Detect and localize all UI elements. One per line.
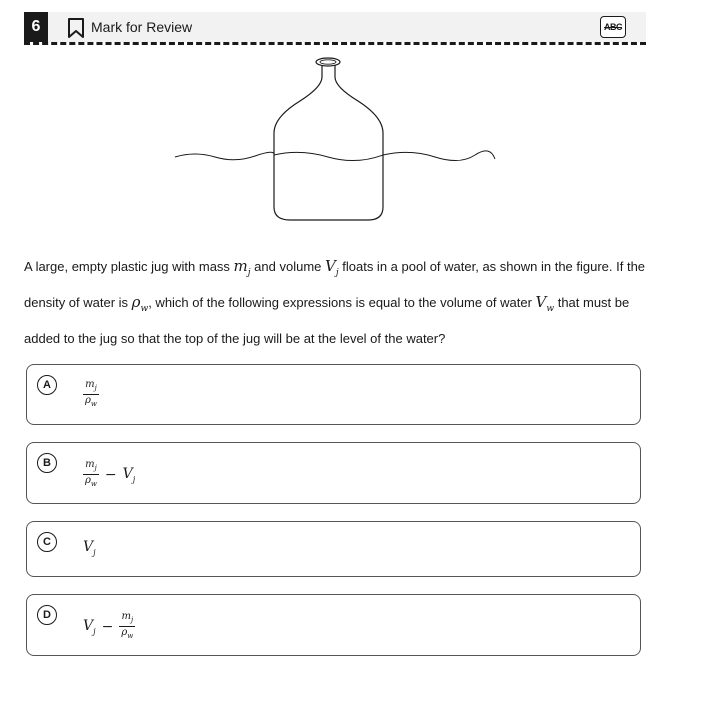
choice-b[interactable] <box>26 442 641 504</box>
jug-outline <box>274 65 383 220</box>
header-divider <box>24 42 646 45</box>
mark-for-review-button[interactable]: Mark for Review <box>91 19 193 35</box>
jug-figure <box>170 55 500 230</box>
choice-expression: $\frac{m_j}{\rho_w}$ − $V_j$ <box>85 459 136 488</box>
choice-letter: D <box>37 605 57 625</box>
choice-letter: A <box>37 375 57 395</box>
bookmark-icon[interactable] <box>66 17 86 39</box>
choice-expression: $V_j$ <box>83 539 96 557</box>
choice-letter: C <box>37 532 57 552</box>
question-header <box>24 12 646 42</box>
choice-c[interactable] <box>26 521 641 577</box>
choice-letter: B <box>37 453 57 473</box>
answer-eliminator-button[interactable] <box>600 16 626 38</box>
abc-strikethrough-icon: ABC <box>604 22 622 32</box>
question-stem: A large, empty plastic jug with mass $m_j$ and volume $V_j$ floats in a pool of water, as shown in the figure. If the density of water is $\rho_w$, which of the following expressions is equal to the volume of water $V_w$ that must be added to the jug so that the top of the jug will be at the level of the water? <box>24 257 646 346</box>
question-number: 6 <box>24 12 48 42</box>
choice-d[interactable] <box>26 594 641 656</box>
water-surface <box>175 151 495 161</box>
choice-expression: $\frac{m_j}{\rho_w}$ <box>85 379 97 408</box>
choice-expression: $V_j$ − $\frac{m_j}{\rho_w}$ <box>83 611 134 640</box>
choice-a[interactable] <box>26 364 641 425</box>
